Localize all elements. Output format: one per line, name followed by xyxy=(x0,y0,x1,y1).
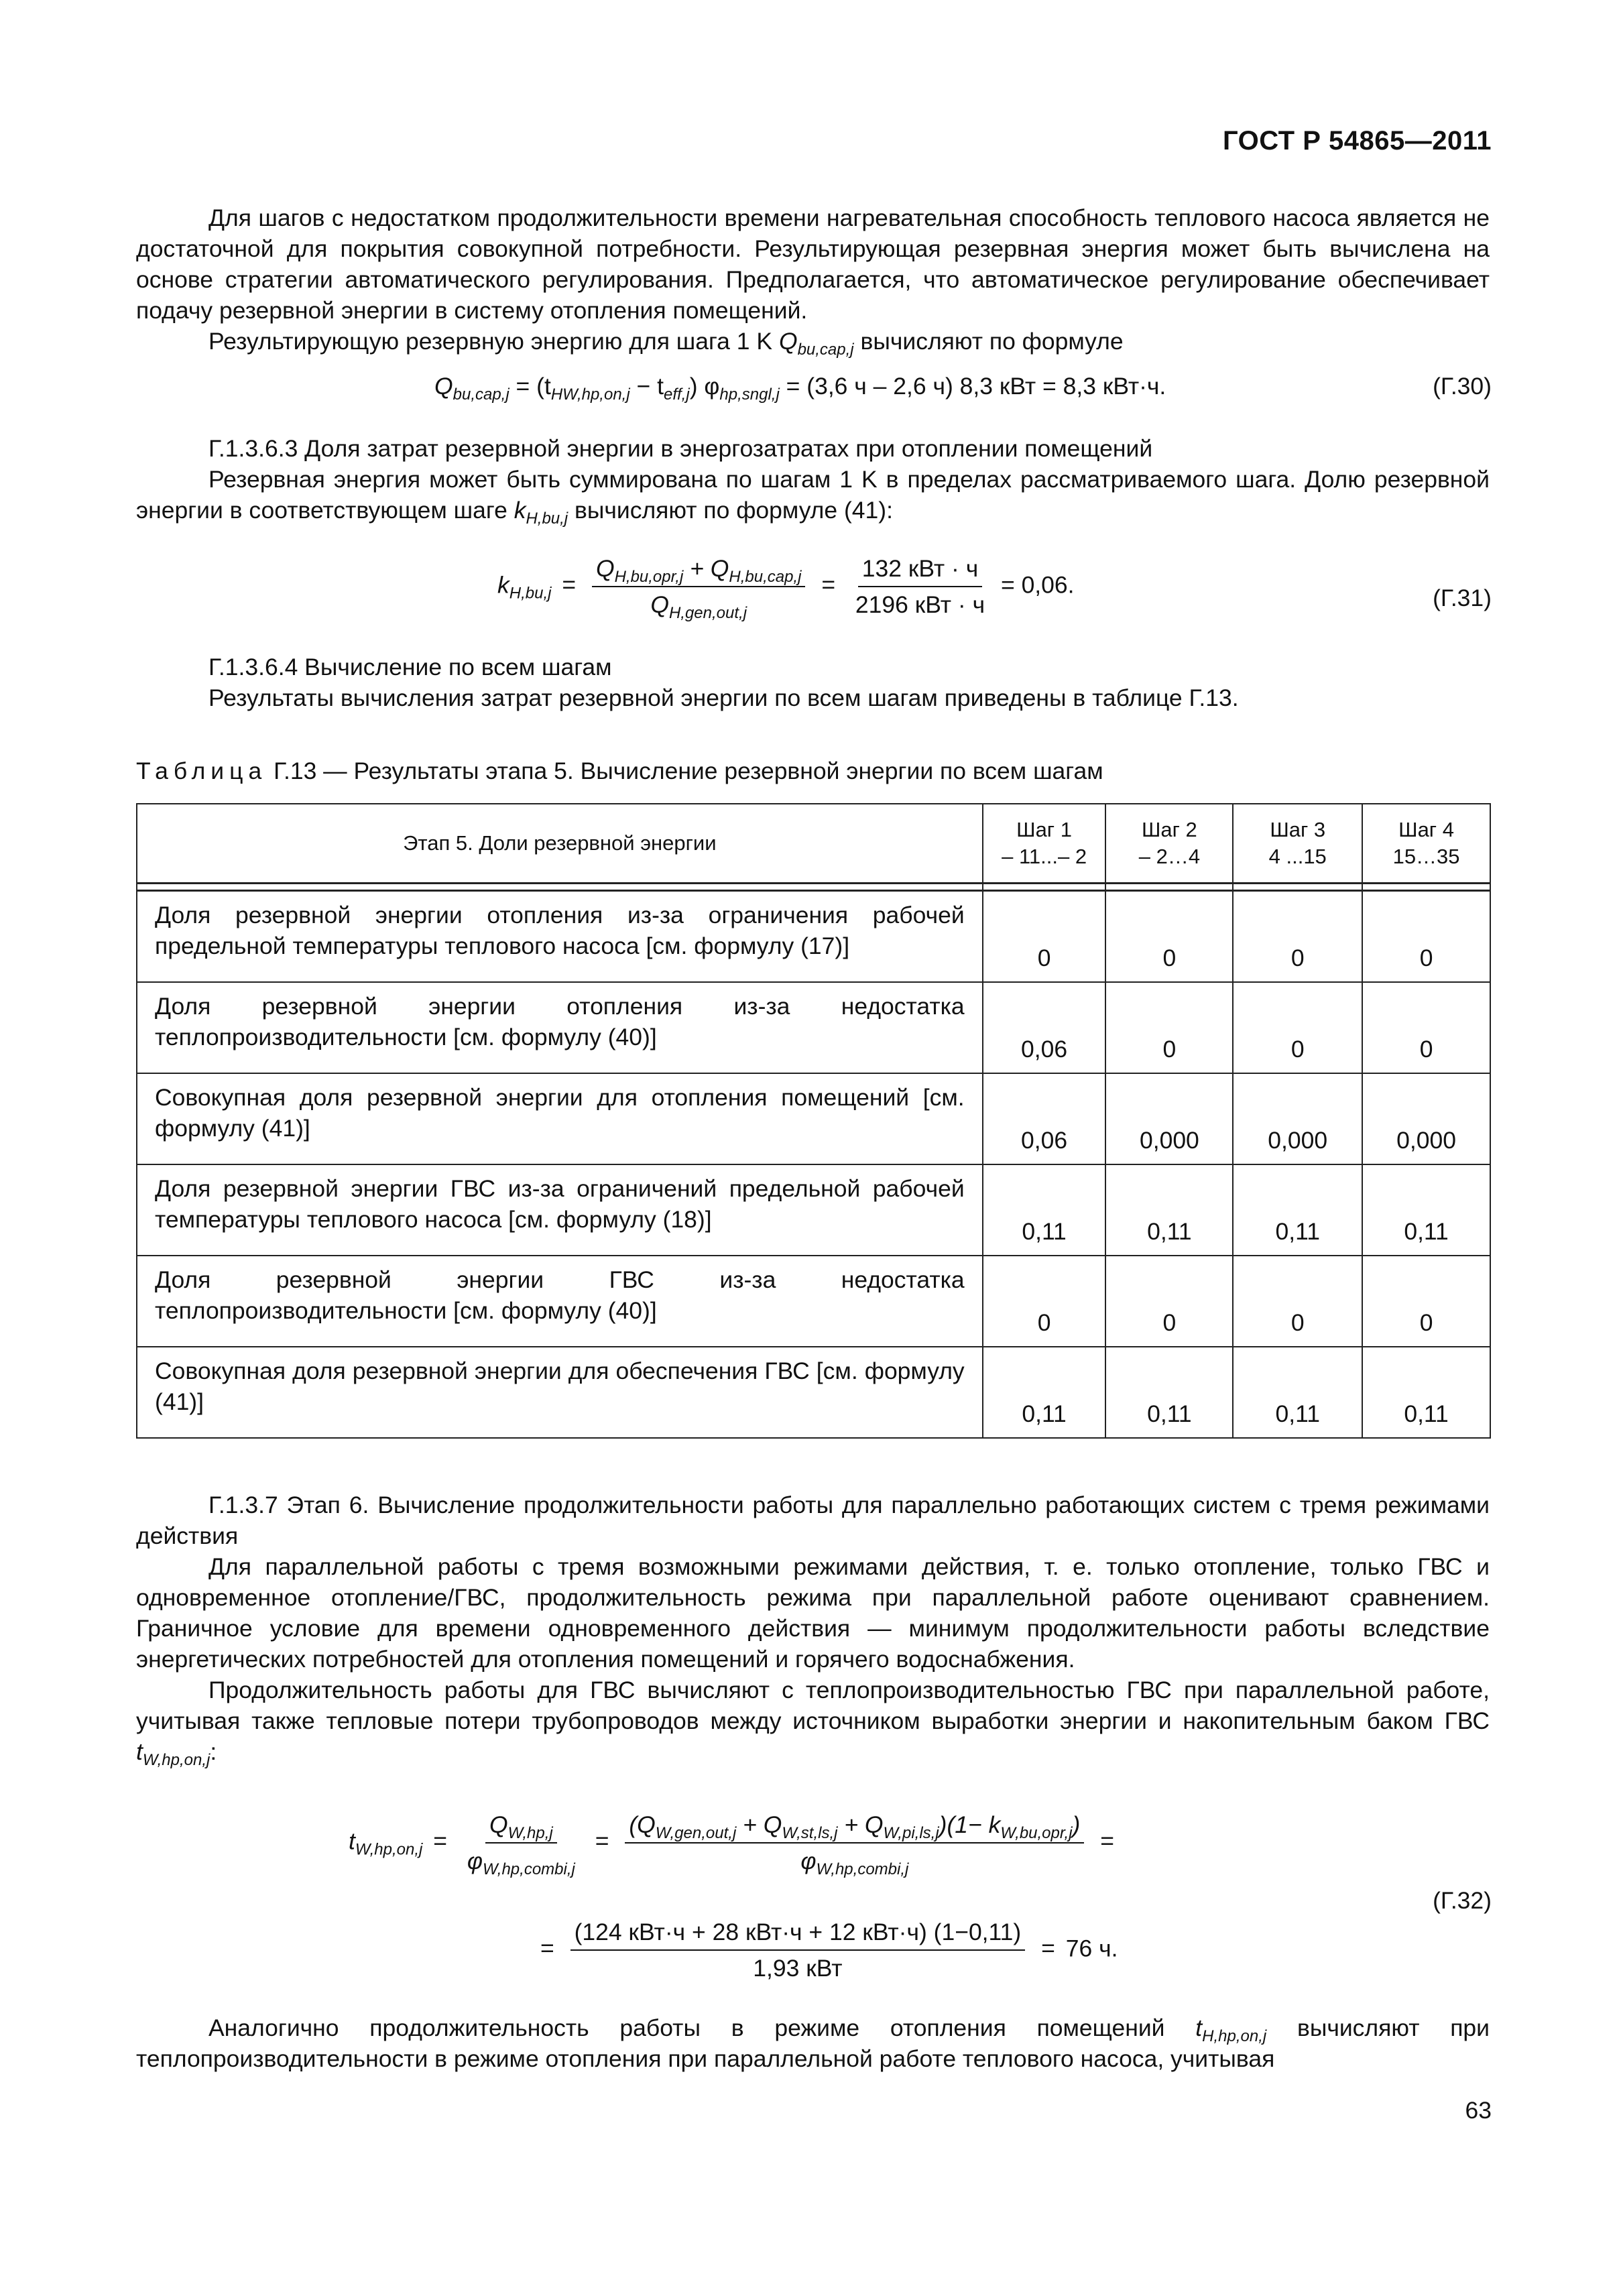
table-header-label: Этап 5. Доли резервной энергии xyxy=(137,804,983,884)
equation-g32-line-1: $t_{W,hp,on,j}$ = $\frac{Q_{W,hp,j}}{\varphi_{W,hp,combi,j}}$ = $\frac{(Q_{W,gen,out,j} + Q_{W,st,ls,j} + Q_{W,pi,ls,j})(1- k_{W,bu,opr,j})}{\varphi_{W,hp,combi,j}}$ = xyxy=(349,1811,1114,1878)
table-row-label: Доля резервной энергии ГВС из-за недостатка теплопроизводительности [см. формулу (40)] xyxy=(137,1256,983,1347)
section-g1364 xyxy=(136,652,1490,713)
table-header-step-3: Шаг 3 4 ...15 xyxy=(1233,804,1362,884)
table-cell: 0,11 xyxy=(1233,1347,1362,1438)
table-cell: 0 xyxy=(1362,1256,1490,1347)
table-header-row xyxy=(137,804,1490,884)
table-cell: 0 xyxy=(1105,1256,1233,1347)
table-cell: 0,11 xyxy=(1105,1347,1233,1438)
table-row xyxy=(137,1347,1490,1438)
table-cell: 0 xyxy=(983,1256,1106,1347)
table-cell: 0 xyxy=(1362,982,1490,1073)
intro-block xyxy=(136,202,1490,357)
table-cell: 0 xyxy=(983,891,1106,983)
table-row-label: Доля резервной энергии отопления из-за ограничения рабочей предельной температуры теплового насоса [см. формулу (17)] xyxy=(137,891,983,983)
section-g1364-paragraph: Результаты вычисления затрат резервной энергии по всем шагам приведены в таблице Г.13. xyxy=(208,684,1239,711)
equation-number-g30: (Г.30) xyxy=(1433,373,1492,400)
section-g1363-paragraph: Резервная энергия может быть суммирована по шагам 1 K в пределах рассматриваемого шага. Долю резервной энергии в соответствующем шаге $k_{H,bu,j}$ вычисляют по формуле (41): xyxy=(136,466,1490,528)
equation-number-g31: (Г.31) xyxy=(1433,585,1492,611)
table-cell: 0,06 xyxy=(983,982,1106,1073)
fraction-g31-numeric: $\frac{\text{132 кВт · ч}}{\text{2196 кВт · ч}}$ xyxy=(855,555,985,618)
table-row-label: Доля резервной энергии ГВС из-за ограничений предельной рабочей температуры теплового насоса [см. формулу (18)] xyxy=(137,1164,983,1256)
section-g1364-title: Г.1.3.6.4 Вычисление по всем шагам xyxy=(208,654,612,680)
table-cell: 0,11 xyxy=(1362,1164,1490,1256)
section-g1363-title: Г.1.3.6.3 Доля затрат резервной энергии в энергозатратах при отоплении помещений xyxy=(208,435,1153,462)
table-row-label: Совокупная доля резервной энергии для обеспечения ГВС [см. формулу (41)] xyxy=(137,1347,983,1438)
table-cell: 0 xyxy=(1233,891,1362,983)
table-header-step-1: Шаг 1 – 11...– 2 xyxy=(983,804,1106,884)
table-cell: 0 xyxy=(1362,891,1490,983)
table-header-separator xyxy=(137,884,1490,891)
closing-paragraph: Аналогично продолжительность работы в режиме отопления помещений $t_{H,hp,on,j}$ вычисляют при теплопроизводительности в режиме отопления при параллельной работе теплового насоса, учитывая xyxy=(136,2014,1490,2072)
section-g137-paragraph-1: Для параллельной работы с тремя возможными режимами действия, т. е. только отопление, только ГВС и одновременное отопление/ГВС, продолжительность режима при параллельной работе оценивают сравнением. Граничное условие для времени одновременного действия — минимум продолжительности работы вследствие энергетических потребностей для отопления помещений и горячего водоснабжения. xyxy=(136,1553,1490,1673)
section-g137-paragraph-2: Продолжительность работы для ГВС вычисляют с теплопроизводительностью ГВС при параллельной работе, учитывая также тепловые потери трубопроводов между источником выработки энергии и накопительным баком ГВС $t_{W,hp,on,j}$: xyxy=(136,1677,1490,1769)
table-cell: 0,11 xyxy=(1105,1164,1233,1256)
table-cell: 0,11 xyxy=(1362,1347,1490,1438)
intro-paragraph: Для шагов с недостатком продолжительности времени нагревательная способность теплового насоса является не достаточной для покрытия совокупной потребности. Результирующая резервная энергия может быть вычислена на основе стратегии автоматического регулирования. Предполагается, что автоматическое регулирование обеспечивает подачу резервной энергии в систему отопления помещений. xyxy=(136,204,1490,324)
table-row xyxy=(137,1073,1490,1164)
intro-formula-lead: Результирующую резервную энергию для шага 1 K $Q_{bu,cap,j}$ вычисляют по формуле xyxy=(208,328,1124,359)
table-cell: 0,11 xyxy=(983,1347,1106,1438)
table-cell: 0,000 xyxy=(1233,1073,1362,1164)
equation-g30: $Q_{bu,cap,j} = (t_{HW,hp,on,j} - t_{eff,j}) \varphi_{hp,sngl,j} = (3,6$ ч – 2,6 ч) 8,3 кВт = 8,3 кВт·ч. xyxy=(434,373,1166,404)
page-number: 63 xyxy=(1465,2097,1492,2124)
table-caption: Таблица Г.13 — Результаты этапа 5. Вычисление резервной энергии по всем шагам xyxy=(136,758,1103,784)
table-row-label: Совокупная доля резервной энергии для отопления помещений [см. формулу (41)] xyxy=(137,1073,983,1164)
document-id: ГОСТ Р 54865—2011 xyxy=(1223,126,1492,156)
table-cell: 0,000 xyxy=(1105,1073,1233,1164)
fraction-g32-first: $\frac{Q_{W,hp,j}}{\varphi_{W,hp,combi,j}}$ xyxy=(467,1811,575,1878)
table-header-step-4: Шаг 4 15…35 xyxy=(1362,804,1490,884)
table-row-label: Доля резервной энергии отопления из-за недостатка теплопроизводительности [см. формулу (40)] xyxy=(137,982,983,1073)
table-cell: 0 xyxy=(1105,891,1233,983)
table-header-step-2: Шаг 2 – 2…4 xyxy=(1105,804,1233,884)
table-cell: 0,000 xyxy=(1362,1073,1490,1164)
equation-g31: $k_{H,bu,j}$ = $\frac{Q_{H,bu,opr,j} + Q_{H,bu,cap,j}}{Q_{H,gen,out,j}}$ = $\frac{\text{132 кВт · ч}}{\text{2196 кВт · ч}}$ = 0,06. xyxy=(497,555,1075,622)
table-cell: 0 xyxy=(1105,982,1233,1073)
fraction-g32-second: $\frac{(Q_{W,gen,out,j} + Q_{W,st,ls,j} + Q_{W,pi,ls,j})(1- k_{W,bu,opr,j})}{\varphi_{W,hp,combi,j}}$ xyxy=(625,1810,1084,1876)
fraction-g31-symbolic: $\frac{Q_{H,bu,opr,j} + Q_{H,bu,cap,j}}{Q_{H,gen,out,j}}$ xyxy=(592,554,806,619)
section-g1363 xyxy=(136,433,1490,526)
table-cell: 0,06 xyxy=(983,1073,1106,1164)
table-cell: 0,11 xyxy=(1233,1164,1362,1256)
table-row xyxy=(137,891,1490,983)
section-g137-title: Г.1.3.7 Этап 6. Вычисление продолжительности работы для параллельно работающих систем с тремя режимами действия xyxy=(136,1492,1490,1549)
fraction-g32-numeric: $\frac{\text{(124 кВт·ч + 28 кВт·ч + 12 кВт·ч) (1−0,11)}}{\text{1,93 кВт}}$ xyxy=(570,1917,1026,1983)
table-row xyxy=(137,1164,1490,1256)
table-row xyxy=(137,982,1490,1073)
results-table xyxy=(136,803,1491,1439)
table-cell: 0 xyxy=(1233,1256,1362,1347)
equation-g32-line-2: = $\frac{\text{(124 кВт·ч + 28 кВт·ч + 12 кВт·ч) (1−0,11)}}{\text{1,93 кВт}}$ = 76 ч. xyxy=(540,1919,1118,1982)
table-row xyxy=(137,1256,1490,1347)
section-g137 xyxy=(136,1490,1490,1767)
equation-number-g32: (Г.32) xyxy=(1433,1887,1492,1914)
table-cell: 0,11 xyxy=(983,1164,1106,1256)
table-cell: 0 xyxy=(1233,982,1362,1073)
